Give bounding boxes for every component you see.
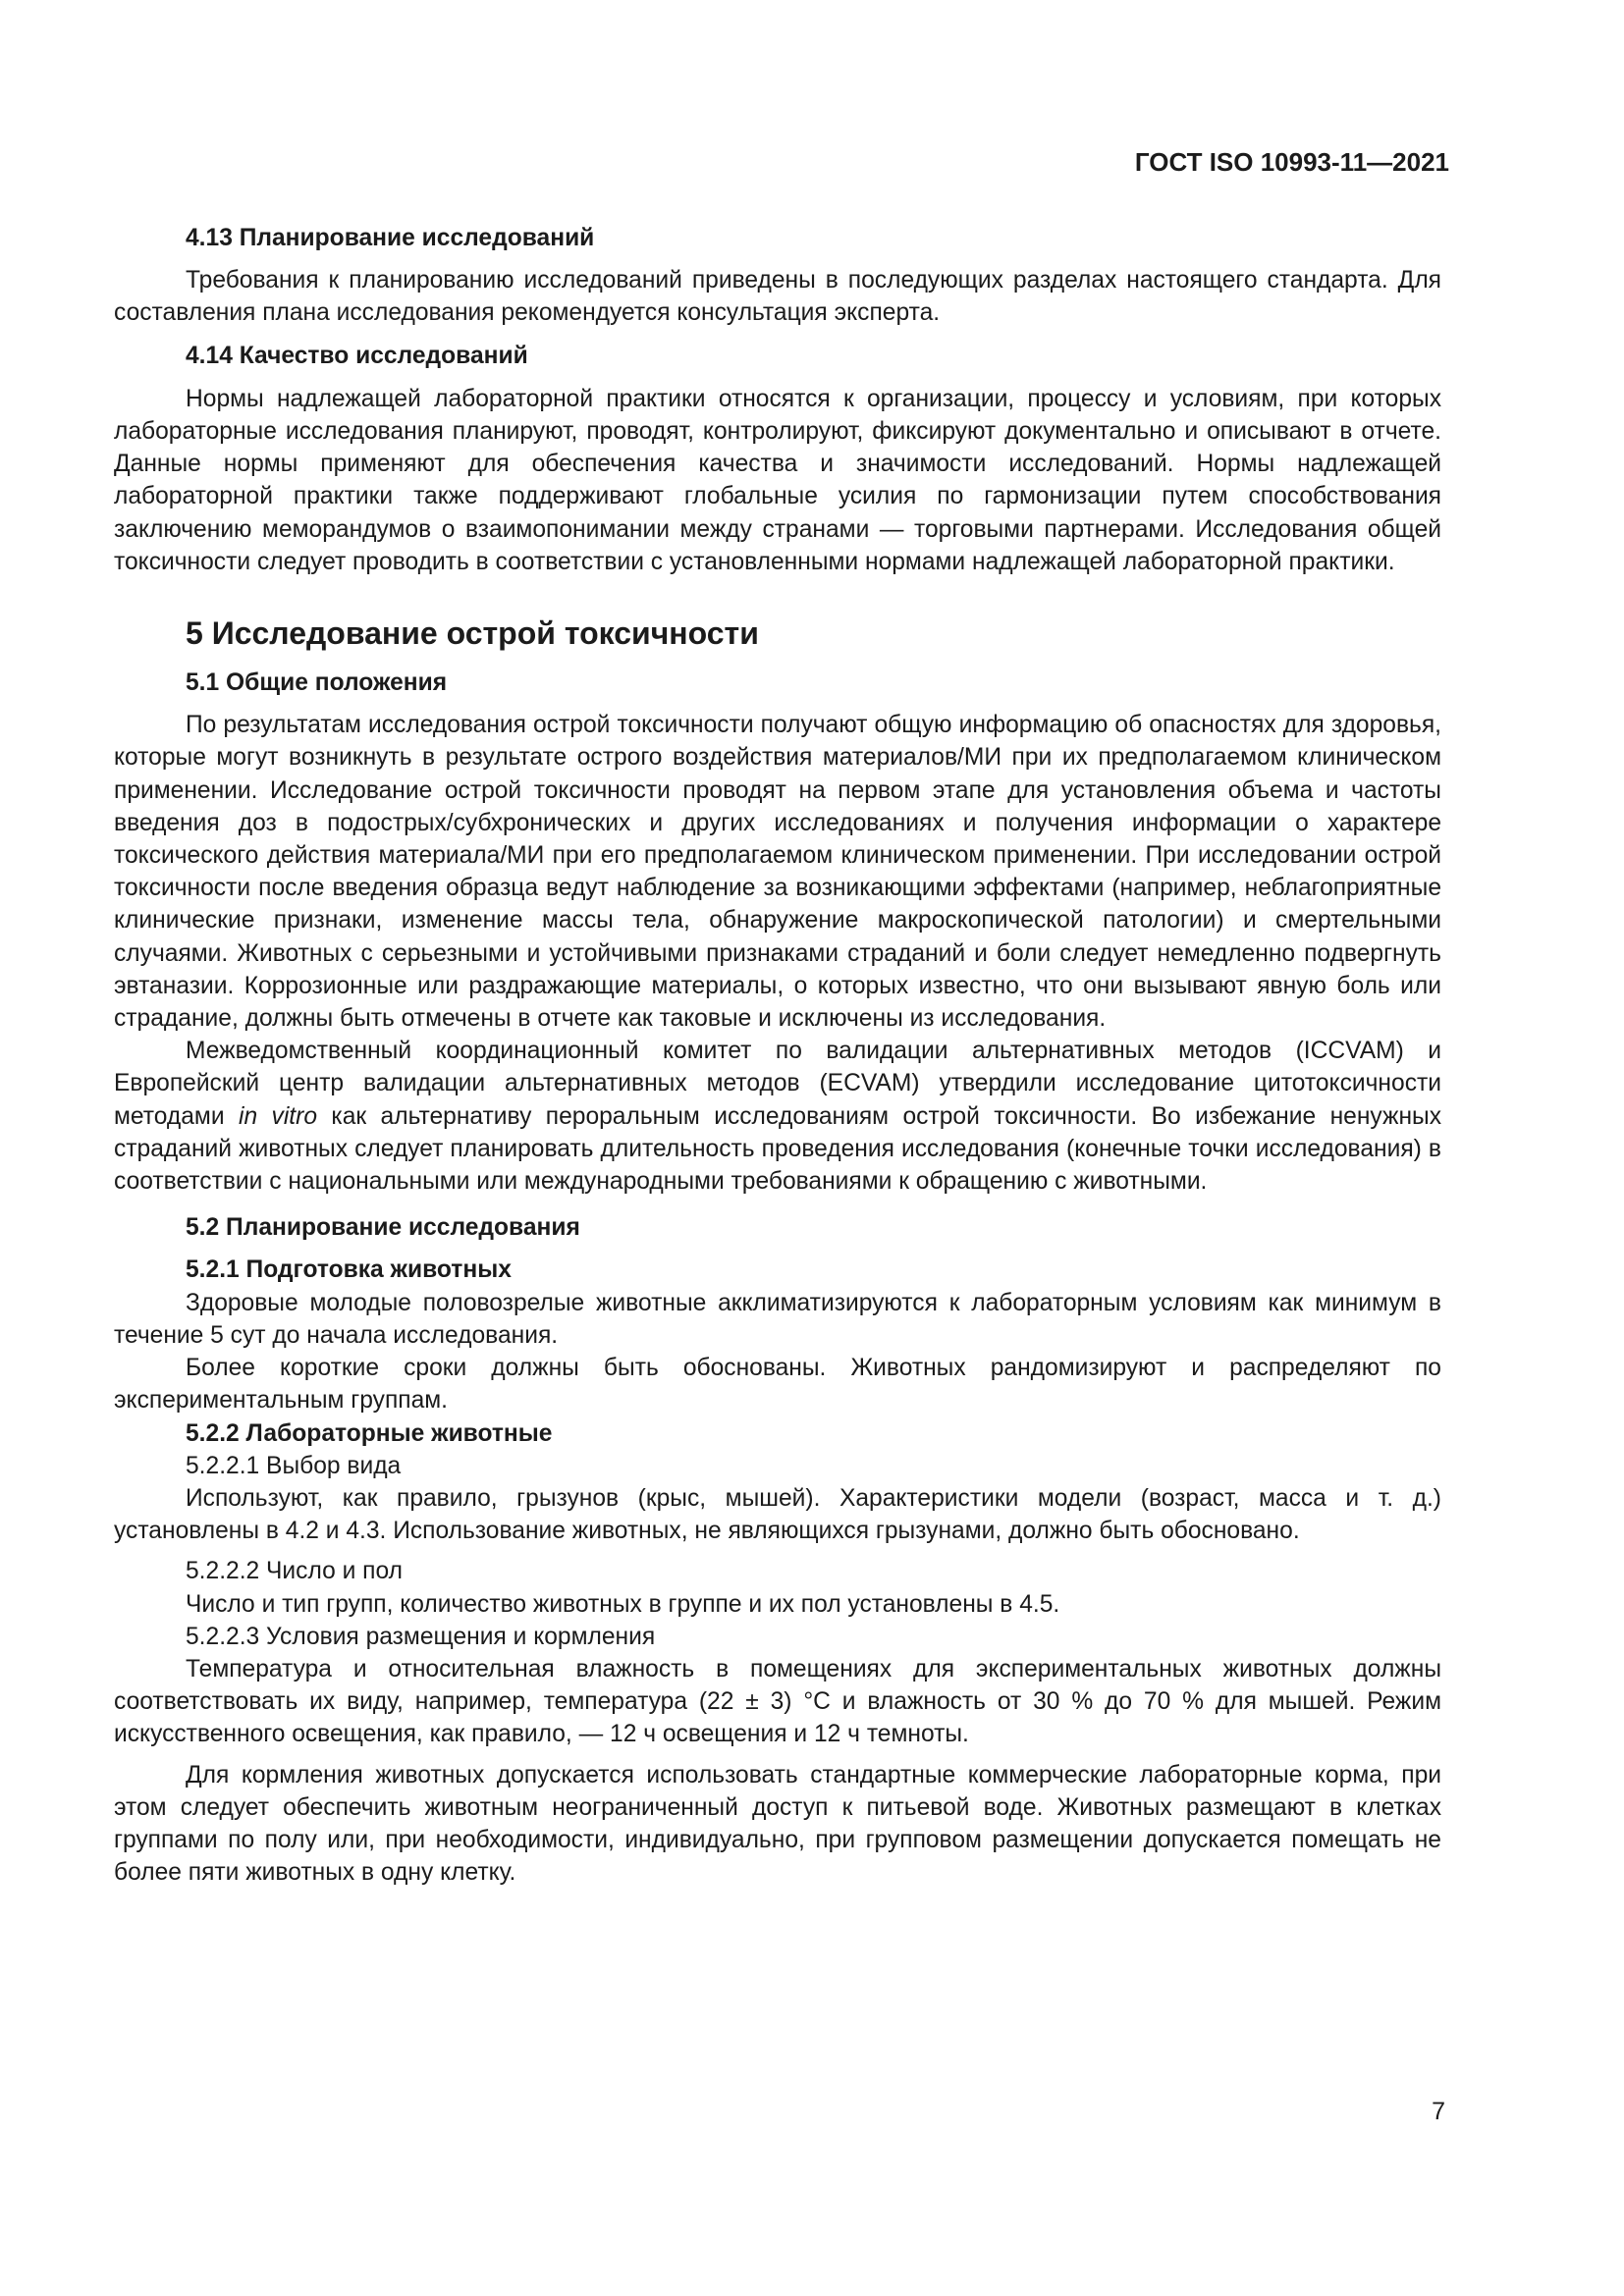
page-number: 7: [1432, 2098, 1445, 2125]
section-5-2-2-1-paragraph: Используют, как правило, грызунов (крыс, мышей). Характеристики модели (возраст, масса и т. д.) установлены в 4.2 и 4.3. Использование животных, не являющихся грызунами, должно быть обосновано.: [114, 1484, 1441, 1545]
section-4-13-heading: 4.13 Планирование исследований: [186, 225, 595, 251]
section-5-2-2-3-paragraph-2: Для кормления животных допускается использовать стандартные коммерческие лабораторные корма, при этом следует обеспечить животным неограниченный доступ к питьевой воде. Животных размещают в клетках группами по полу или, при необходимости, индивидуально, при групповом размещении допускается помещать не более пяти животных в одну клетку.: [114, 1761, 1441, 1887]
section-4-13-paragraph: Требования к планированию исследований приведены в последующих разделах настоящего стандарта. Для составления плана исследования рекомендуется консультация эксперта.: [114, 267, 1441, 327]
section-5-2-2-3-heading: 5.2.2.3 Условия размещения и кормления: [186, 1623, 656, 1650]
section-5-heading: 5 Исследование острой токсичности: [186, 615, 759, 652]
section-5-2-2-2-paragraph: Число и тип групп, количество животных в группе и их пол установлены в 4.5.: [186, 1590, 1060, 1618]
section-5-2-1-heading: 5.2.1 Подготовка животных: [186, 1256, 512, 1284]
section-5-1-paragraph-1: По результатам исследования острой токсичности получают общую информацию об опасностях для здоровья, которые могут возникнуть в результате острого воздействия материалов/МИ при их предполагаемом клиническом применении. Исследование острой токсичности проводят на первом этапе для установления объема и частоты введения доз в подострых/субхронических и других исследованиях и получения информации о характере токсического действия материала/МИ при его предполагаемом клиническом применении. При исследовании острой токсичности после введения образца ведут наблюдение за возникающими эффектами (например, неблагоприятные клинические признаки, изменение массы тела, обнаружение макроскопической патологии) и смертельными случаями. Животных с серьезными и устойчивыми признаками страданий и боли следует немедленно подвергнуть эвтаназии. Коррозионные или раздражающие материалы, о которых известно, что они вызывают явную боль или страдание, должны быть отмечены в отчете как таковые и исключены из исследования.: [114, 712, 1441, 1033]
section-4-14-heading: 4.14 Качество исследований: [186, 342, 528, 369]
section-4-14-paragraph: Нормы надлежащей лабораторной практики относятся к организации, процессу и условиям, при которых лабораторные исследования планируют, проводят, контролируют, фиксируют документально и описывают в отчете. Данные нормы применяют для обеспечения качества и значимости исследований. Нормы надлежащей лабораторной практики также поддерживают глобальные усилия по гармонизации путем способствования заключению меморандумов о взаимопонимании между странами — торговыми партнерами. Исследования общей токсичности следует проводить в соответствии с установленными нормами надлежащей лабораторной практики.: [114, 385, 1441, 575]
section-5-2-2-2-heading: 5.2.2.2 Число и пол: [186, 1558, 403, 1585]
section-5-2-1-paragraph-1: Здоровые молодые половозрелые животные акклиматизируются к лабораторным условиям как минимум в течение 5 сут до начала исследования.: [114, 1289, 1441, 1349]
section-5-1-paragraph-2: [114, 1035, 1441, 1198]
section-5-2-1-paragraph-2: Более короткие сроки должны быть обоснованы. Животных рандомизируют и распределяют по экспериментальным группам.: [114, 1355, 1441, 1415]
paragraph-text: как альтернативу пероральным исследованиям острой токсичности. Во избежание ненужных страданий животных следует планировать длительность проведения исследования (конечные точки исследования) в соответствии с национальными или международными требованиями к обращению с животными.: [114, 1102, 1441, 1196]
document-id-header: ГОСТ ISO 10993-11—2021: [1134, 147, 1449, 177]
document-body: [114, 222, 1441, 1889]
section-5-2-2-3-paragraph-1: Температура и относительная влажность в помещениях для экспериментальных животных должны соответствовать их виду, например, температура (22 ± 3) °С и влажность от 30 % до 70 % для мышей. Режим искусственного освещения, как правило, — 12 ч освещения и 12 ч темноты.: [114, 1655, 1441, 1748]
paragraph-text: Межведомственный координационный комитет по валидации альтернативных методов (ICCVAM) и Европейский центр валидации альтернативных методов (ECVAM) утвердили исследование цитотоксичности методами: [114, 1038, 1441, 1130]
section-5-2-2-heading: 5.2.2 Лабораторные животные: [186, 1419, 553, 1447]
section-5-2-2-1-heading: 5.2.2.1 Выбор вида: [186, 1452, 402, 1479]
italic-term: in vitro: [238, 1102, 317, 1130]
section-5-2-heading: 5.2 Планирование исследования: [186, 1214, 580, 1242]
section-5-1-heading: 5.1 Общие положения: [186, 669, 448, 697]
